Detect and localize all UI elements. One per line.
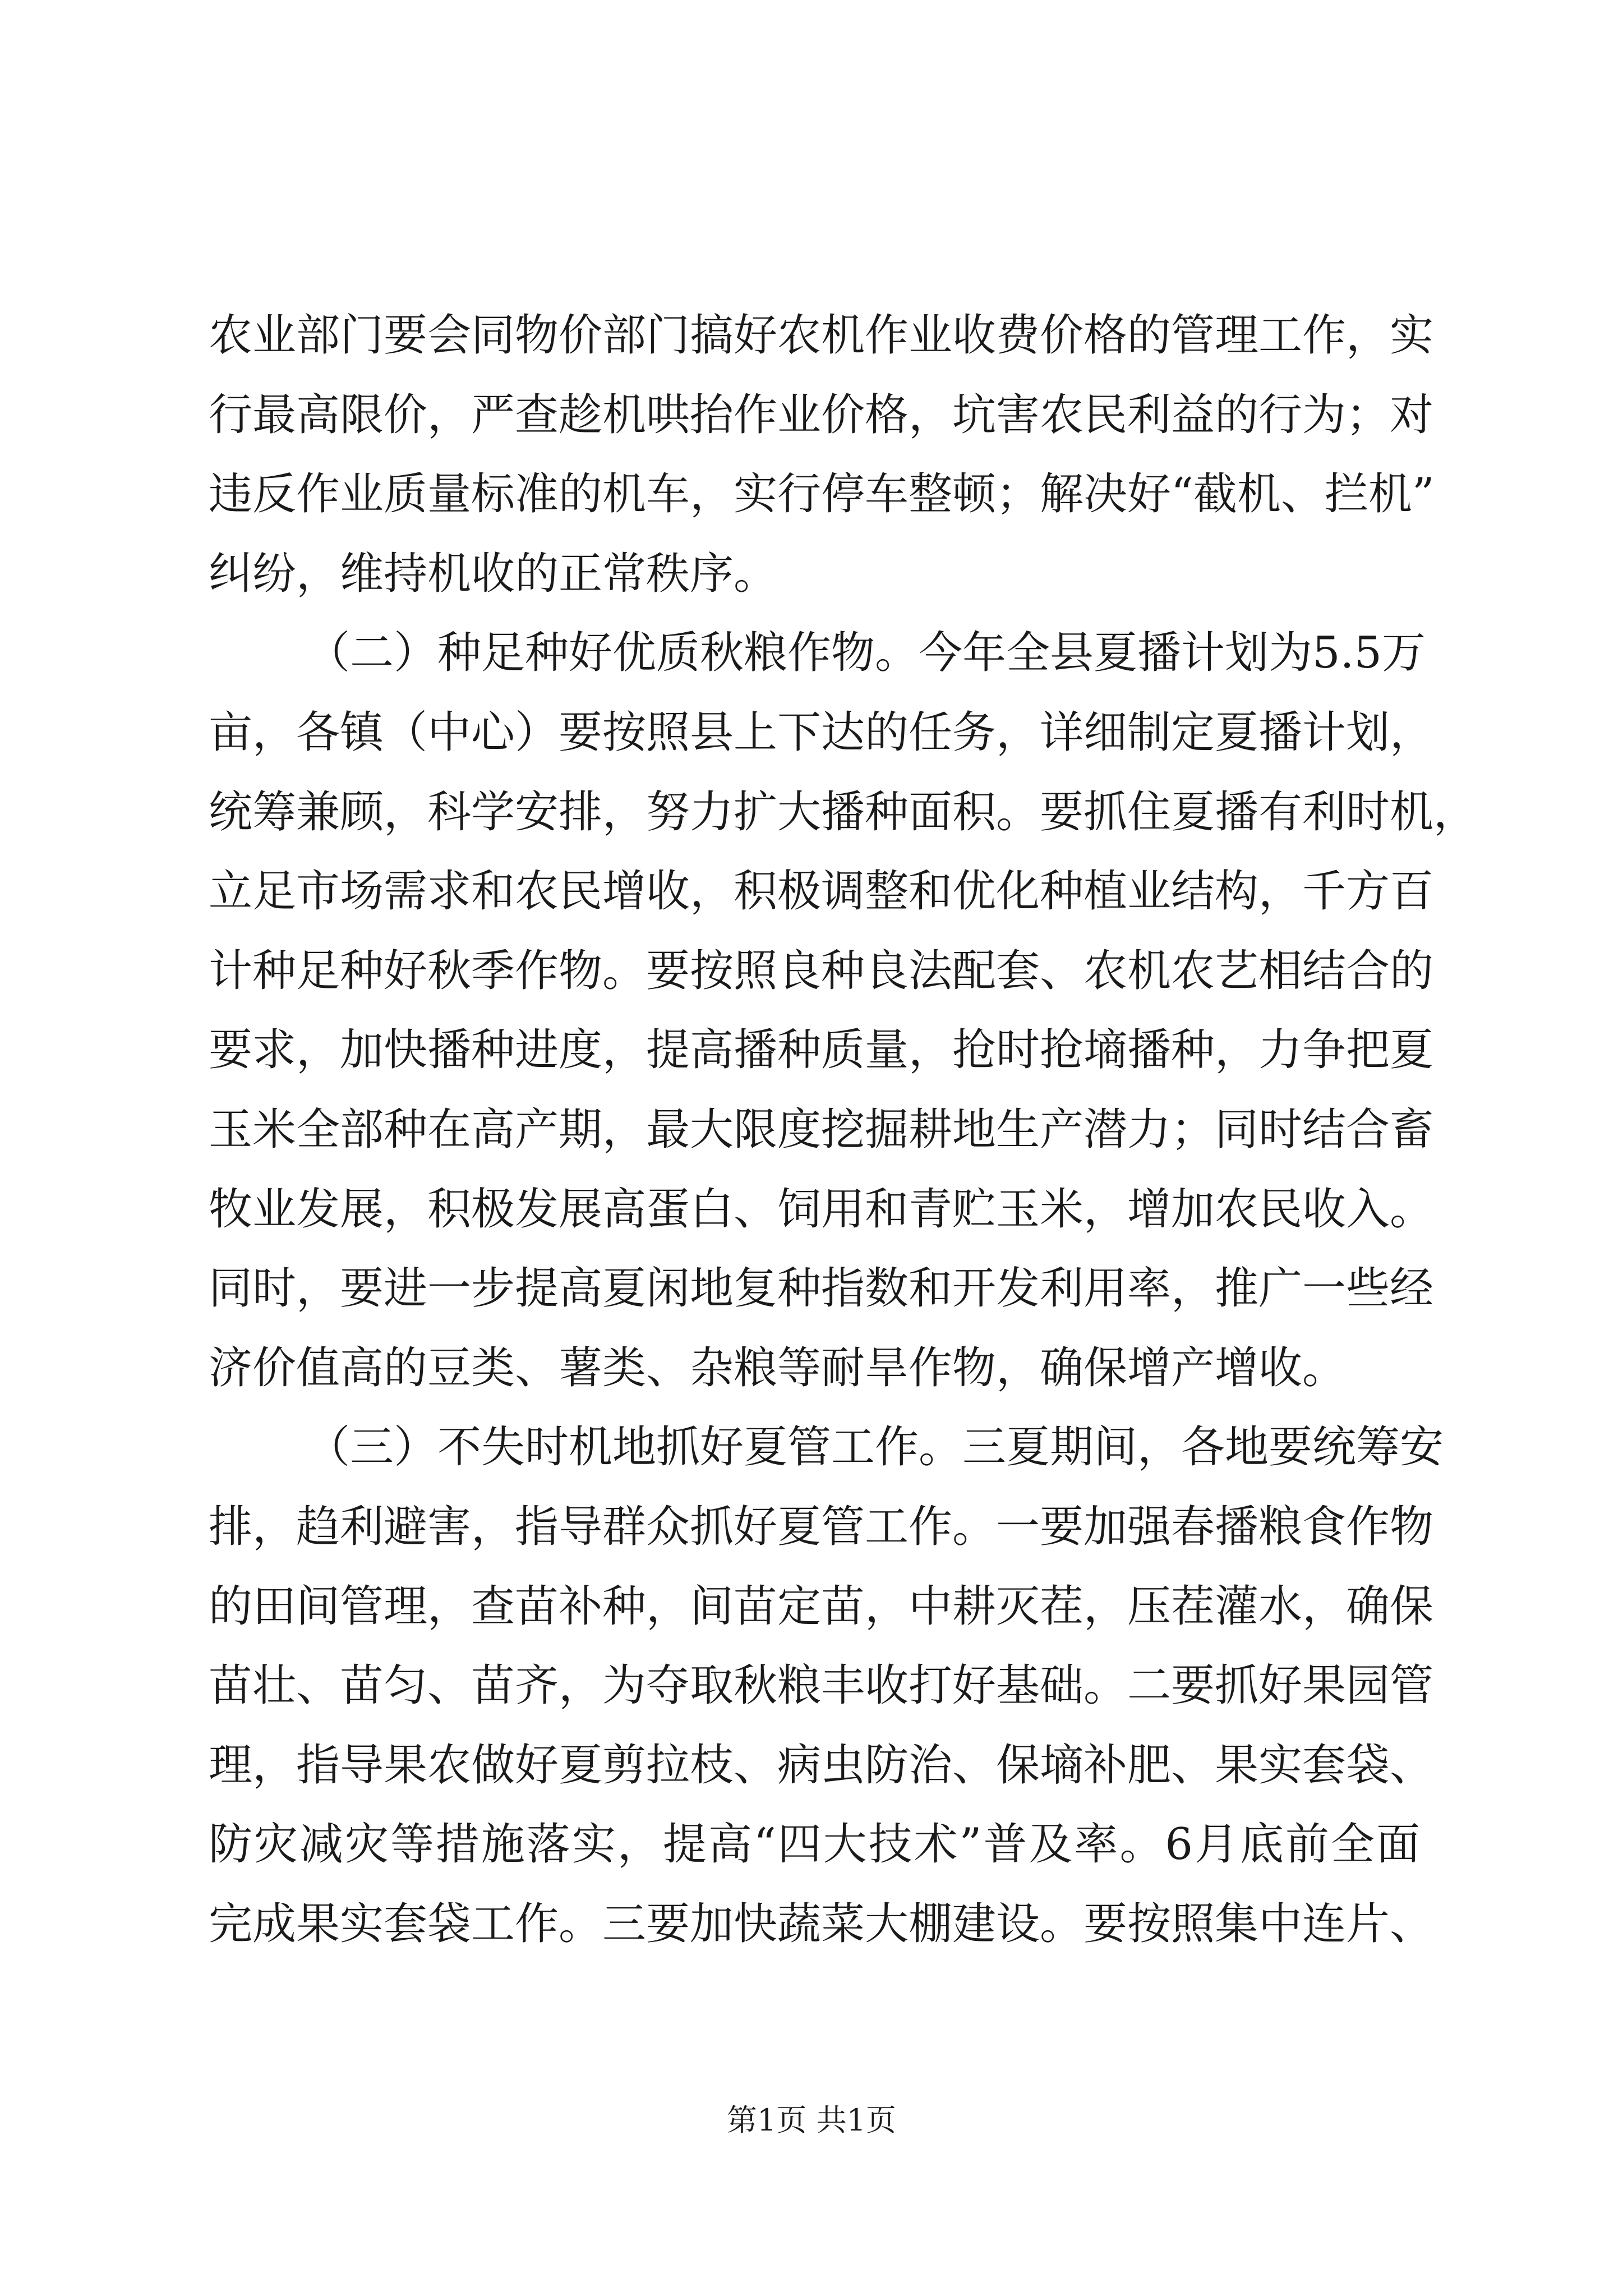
text-line: 完成果实套袋工作。三要加快蔬菜大棚建设。要按照集中连片、: [209, 1898, 1434, 1949]
text-line: （三）不失时机地抓好夏管工作。三夏期间，各地要统筹安: [306, 1422, 1444, 1473]
text-line: 防灾减灾等措施落实，提高“四大技术”普及率。6月底前全面: [209, 1819, 1420, 1870]
text-line: 苗壮、苗匀、苗齐，为夺取秋粮丰收打好基础。二要抓好果园管: [209, 1660, 1434, 1711]
text-line: （二）种足种好优质秋粮作物。今年全县夏播计划为5.5万: [306, 628, 1426, 679]
text-line: 行最高限价，严查趁机哄抬作业价格，坑害农民利益的行为；对: [209, 389, 1434, 440]
text-line: 理，指导果农做好夏剪拉枝、病虫防治、保墒补肥、果实套袋、: [209, 1740, 1434, 1791]
page-footer: [0, 2101, 1623, 2140]
page-number-label: 第1页 共1页: [727, 2102, 896, 2138]
text-line: 玉米全部种在高产期，最大限度挖掘耕地生产潜力；同时结合畜: [209, 1104, 1434, 1155]
text-line: 违反作业质量标准的机车，实行停车整顿；解决好“截机、拦机”: [209, 469, 1435, 520]
text-line: 要求，加快播种进度，提高播种质量，抢时抢墒播种，力争把夏: [209, 1025, 1434, 1076]
text-line: 计种足种好秋季作物。要按照良种良法配套、农机农艺相结合的: [209, 945, 1434, 996]
text-line: 纠纷，维持机收的正常秩序。: [209, 548, 778, 599]
text-line: 牧业发展，积极发展高蛋白、饲用和青贮玉米，增加农民收入。: [209, 1184, 1434, 1235]
body-text: [209, 296, 1478, 1964]
text-line: 统筹兼顾，科学安排，努力扩大播种面积。要抓住夏播有利时机，: [209, 786, 1478, 838]
text-line: 立足市场需求和农民增收，积极调整和优化种植业结构，千方百: [209, 866, 1434, 917]
text-line: 亩，各镇（中心）要按照县上下达的任务，详细制定夏播计划，: [209, 707, 1434, 758]
text-line: 的田间管理，查苗补种，间苗定苗，中耕灭茬，压茬灌水，确保: [209, 1581, 1434, 1632]
text-line: 排，趋利避害，指导群众抓好夏管工作。一要加强春播粮食作物: [209, 1501, 1434, 1552]
text-line: 同时，要进一步提高夏闲地复种指数和开发利用率，推广一些经: [209, 1263, 1434, 1314]
text-line: 济价值高的豆类、薯类、杂粮等耐旱作物，确保增产增收。: [209, 1342, 1347, 1393]
text-line: 农业部门要会同物价部门搞好农机作业收费价格的管理工作，实: [209, 310, 1434, 361]
